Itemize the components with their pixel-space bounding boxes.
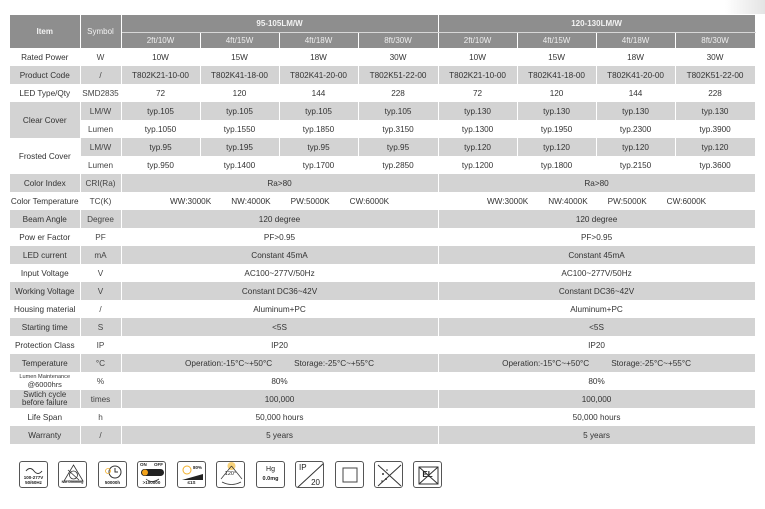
cell: AC100~277V/50Hz <box>438 264 755 282</box>
row-label: Housing material <box>10 300 80 318</box>
row-symbol: °C <box>80 354 121 372</box>
input-voltage-icon: 100-277V 50/60Hz <box>19 461 48 488</box>
table-row-input-voltage <box>10 264 755 282</box>
row-symbol: IP <box>80 336 121 354</box>
cell: T802K51-22-00 <box>358 66 438 84</box>
table-row-working-voltage <box>10 282 755 300</box>
cell: typ.95 <box>279 138 358 156</box>
cell: typ.130 <box>517 102 596 120</box>
cell: typ.3900 <box>675 120 755 138</box>
row-label: Rated Power <box>10 48 80 66</box>
row-label-line1: Lumen Maintenance <box>19 373 71 380</box>
row-symbol: V <box>80 282 121 300</box>
cell: 120 <box>200 84 279 102</box>
row-label-line2: @6000hrs <box>27 379 62 389</box>
cell: typ.95 <box>121 138 200 156</box>
cell: typ.105 <box>279 102 358 120</box>
cell: 228 <box>358 84 438 102</box>
cell <box>121 192 438 210</box>
cell: T802K41-20-00 <box>596 66 675 84</box>
cell: 30W <box>675 48 755 66</box>
cell: 18W <box>279 48 358 66</box>
row-symbol: / <box>80 66 121 84</box>
spec-table <box>10 15 756 444</box>
subheader-col: 4ft/15W <box>200 33 279 49</box>
row-label <box>10 372 80 390</box>
cell: 5 years <box>438 426 755 444</box>
cell: Constant 45mA <box>121 246 438 264</box>
row-label: LED Type/Qty <box>10 84 80 102</box>
operation-temp: Operation:-15°C~+50°C <box>185 358 273 368</box>
cell: typ.120 <box>438 138 517 156</box>
cell: 72 <box>438 84 517 102</box>
storage-temp: Storage:-25°C~+55°C <box>611 358 692 368</box>
row-label: Working Voltage <box>10 282 80 300</box>
cell: 228 <box>675 84 755 102</box>
row-symbol: LM/W <box>80 138 121 156</box>
cell: 15W <box>517 48 596 66</box>
cell: typ.120 <box>596 138 675 156</box>
cell: T802K21-10-00 <box>121 66 200 84</box>
cct-cw: CW:6000K <box>349 196 390 206</box>
operation-temp: Operation:-15°C~+50°C <box>502 358 590 368</box>
cell: T802K51-22-00 <box>675 66 755 84</box>
row-symbol: V <box>80 264 121 282</box>
table-row-life-span <box>10 408 755 426</box>
cell: Aluminum+PC <box>438 300 755 318</box>
cell: 144 <box>596 84 675 102</box>
row-label: Clear Cover <box>10 102 80 138</box>
cell: T802K41-20-00 <box>279 66 358 84</box>
table-row-lumen-maintenance <box>10 372 755 390</box>
row-symbol: % <box>80 372 121 390</box>
cell <box>438 354 755 372</box>
cell: typ.105 <box>358 102 438 120</box>
beam-angle-icon: 120° <box>216 461 245 488</box>
cell: 80% <box>438 372 755 390</box>
cell: typ.1050 <box>121 120 200 138</box>
row-symbol: mA <box>80 246 121 264</box>
cell: typ.3600 <box>675 156 755 174</box>
cell: typ.105 <box>200 102 279 120</box>
table-row-switch-cycle <box>10 390 755 408</box>
header-item: Item <box>10 15 80 48</box>
switch-cycle-icon: ON OFF >100000 <box>137 461 166 488</box>
cell: typ.130 <box>438 102 517 120</box>
subheader-row <box>10 33 755 49</box>
row-symbol: LM/W <box>80 102 121 120</box>
cell: typ.1850 <box>279 120 358 138</box>
cell: typ.130 <box>675 102 755 120</box>
cell: Aluminum+PC <box>121 300 438 318</box>
table-row-rated-power <box>10 48 755 66</box>
row-label-line2: before failure <box>21 398 68 407</box>
header-group-2: 120-130LM/W <box>438 15 755 33</box>
cell: <5S <box>121 318 438 336</box>
header-group-1: 95-105LM/W <box>121 15 438 33</box>
row-label: Color Index <box>10 174 80 192</box>
ip-rating-icon: IP 20 <box>295 461 324 488</box>
cell: typ.3150 <box>358 120 438 138</box>
row-label: Color Temperature <box>10 192 80 210</box>
row-symbol: Degree <box>80 210 121 228</box>
cell: 72 <box>121 84 200 102</box>
cell: 120 <box>517 84 596 102</box>
cell: typ.1550 <box>200 120 279 138</box>
cell: PF>0.95 <box>438 228 755 246</box>
table-row-power-factor <box>10 228 755 246</box>
cell: typ.120 <box>517 138 596 156</box>
no-uv-ir-icon <box>374 461 403 488</box>
subheader-col: 2ft/10W <box>121 33 200 49</box>
cell: typ.1800 <box>517 156 596 174</box>
cell: 10W <box>438 48 517 66</box>
row-symbol: / <box>80 300 121 318</box>
cell: IP20 <box>438 336 755 354</box>
header-symbol: Symbol <box>80 15 121 48</box>
table-row-product-code <box>10 66 755 84</box>
cell: 30W <box>358 48 438 66</box>
cct-pw: PW:5000K <box>607 196 647 206</box>
cct-nw: NW:4000K <box>548 196 588 206</box>
table-row-color-index <box>10 174 755 192</box>
row-label <box>10 390 80 408</box>
row-label: LED current <box>10 246 80 264</box>
table-row-led-type <box>10 84 755 102</box>
cell: T802K21-10-00 <box>438 66 517 84</box>
cell: typ.1950 <box>517 120 596 138</box>
mercury-free-icon: Hg 0.0mg <box>256 461 285 488</box>
row-symbol: Lumen <box>80 120 121 138</box>
cell: T802K41-18-00 <box>517 66 596 84</box>
class-ii-icon <box>335 461 364 488</box>
cct-ww: WW:3000K <box>486 196 529 206</box>
row-symbol: times <box>80 390 121 408</box>
table-row-starting-time <box>10 318 755 336</box>
row-symbol: W <box>80 48 121 66</box>
row-label: Pow er Factor <box>10 228 80 246</box>
cell: typ.95 <box>358 138 438 156</box>
cell: Ra>80 <box>121 174 438 192</box>
cell: typ.105 <box>121 102 200 120</box>
cell: PF>0.95 <box>121 228 438 246</box>
lifetime-icon: 50000h <box>98 461 127 488</box>
row-symbol: S <box>80 318 121 336</box>
table-row-frosted-lumen <box>10 156 755 174</box>
subheader-col: 2ft/10W <box>438 33 517 49</box>
cct-pw: PW:5000K <box>290 196 330 206</box>
table-row-protection-class <box>10 336 755 354</box>
cell: Constant 45mA <box>438 246 755 264</box>
cell: 144 <box>279 84 358 102</box>
row-symbol: TC(K) <box>80 192 121 210</box>
cell: Constant DC36~42V <box>438 282 755 300</box>
row-label-line1: Swtich cycle <box>23 390 67 399</box>
cell: typ.2300 <box>596 120 675 138</box>
table-row-housing-material <box>10 300 755 318</box>
row-symbol: CRI(Ra) <box>80 174 121 192</box>
cell: typ.130 <box>596 102 675 120</box>
cell: typ.1300 <box>438 120 517 138</box>
subheader-col: 4ft/15W <box>517 33 596 49</box>
header-row <box>10 15 755 33</box>
cell: 50,000 hours <box>438 408 755 426</box>
cell: typ.1400 <box>200 156 279 174</box>
corner-shade <box>725 0 765 14</box>
cell: 5 years <box>121 426 438 444</box>
row-label: Frosted Cover <box>10 138 80 174</box>
row-symbol: PF <box>80 228 121 246</box>
cct-cw: CW:6000K <box>666 196 707 206</box>
cell: T802K41-18-00 <box>200 66 279 84</box>
subheader-col: 8ft/30W <box>358 33 438 49</box>
cell: typ.950 <box>121 156 200 174</box>
row-label: Starting time <box>10 318 80 336</box>
row-symbol: h <box>80 408 121 426</box>
cell: 120 degree <box>121 210 438 228</box>
row-symbol: SMD2835 <box>80 84 121 102</box>
table-row-frosted-lmw <box>10 138 755 156</box>
subheader-col: 4ft/18W <box>596 33 675 49</box>
table-row-led-current <box>10 246 755 264</box>
cell: Ra>80 <box>438 174 755 192</box>
cell: typ.120 <box>675 138 755 156</box>
row-label: Protection Class <box>10 336 80 354</box>
cell: typ.2850 <box>358 156 438 174</box>
cell: 15W <box>200 48 279 66</box>
row-label: Input Voltage <box>10 264 80 282</box>
table-row-warranty <box>10 426 755 444</box>
storage-temp: Storage:-25°C~+55°C <box>294 358 374 368</box>
row-symbol: / <box>80 426 121 444</box>
cell: 50,000 hours <box>121 408 438 426</box>
cell: 120 degree <box>438 210 755 228</box>
cell: typ.1700 <box>279 156 358 174</box>
cell: 100,000 <box>438 390 755 408</box>
cell: 100,000 <box>121 390 438 408</box>
table-row-clear-lumen <box>10 120 755 138</box>
table-row-temperature <box>10 354 755 372</box>
table-row-color-temperature <box>10 192 755 210</box>
table-row-beam-angle <box>10 210 755 228</box>
no-emergency-icon: EL <box>413 461 442 488</box>
row-label: Temperature <box>10 354 80 372</box>
cell: 80% <box>121 372 438 390</box>
cct-ww: WW:3000K <box>169 196 212 206</box>
cell: AC100~277V/50Hz <box>121 264 438 282</box>
row-label: Life Span <box>10 408 80 426</box>
subheader-col: 4ft/18W <box>279 33 358 49</box>
subheader-col: 8ft/30W <box>675 33 755 49</box>
cct-nw: NW:4000K <box>231 196 271 206</box>
cell: <5S <box>438 318 755 336</box>
row-label: Beam Angle <box>10 210 80 228</box>
cell: IP20 <box>121 336 438 354</box>
cell: 10W <box>121 48 200 66</box>
table-row-clear-lmw <box>10 102 755 120</box>
row-label: Product Code <box>10 66 80 84</box>
not-dimming-icon: Not Dimming <box>58 461 87 488</box>
cell: Constant DC36~42V <box>121 282 438 300</box>
row-symbol: Lumen <box>80 156 121 174</box>
cell: typ.1200 <box>438 156 517 174</box>
cell: 18W <box>596 48 675 66</box>
cell: typ.2150 <box>596 156 675 174</box>
start-time-icon: 80% ≤1S <box>177 461 206 488</box>
cell <box>438 192 755 210</box>
cell: typ.195 <box>200 138 279 156</box>
row-label: Warranty <box>10 426 80 444</box>
cell <box>121 354 438 372</box>
